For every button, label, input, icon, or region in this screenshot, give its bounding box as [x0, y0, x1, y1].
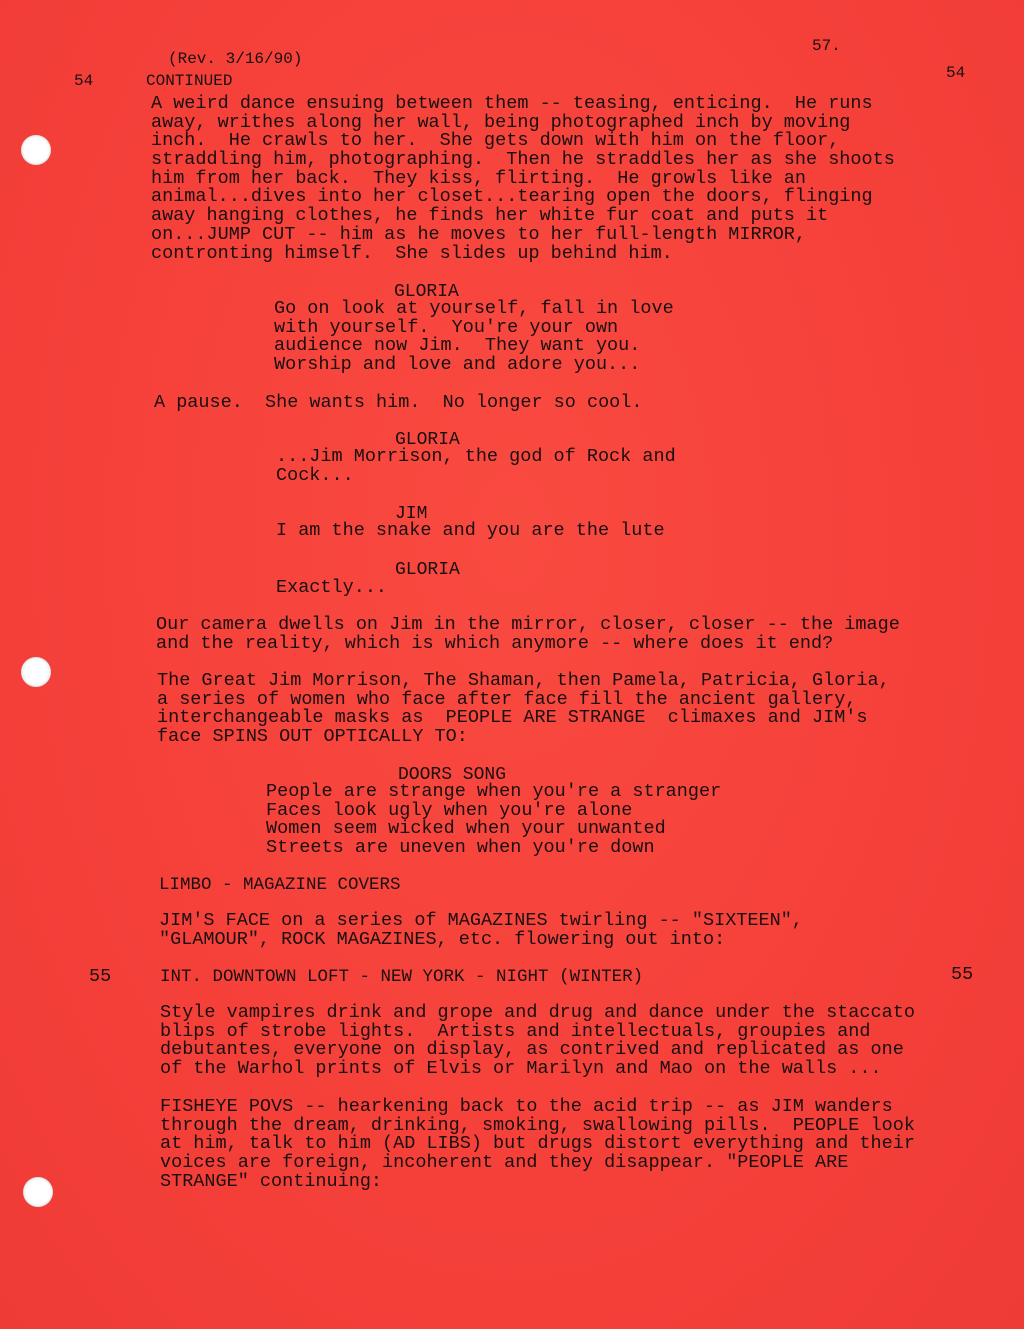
action-paragraph-3 — [156, 616, 900, 653]
scene-number-left: 54 — [74, 72, 94, 90]
dialogue-line: Cock... — [276, 464, 354, 486]
text-line: debutantes, everyone on display, as contrived and replicated as one — [160, 1039, 904, 1061]
lyric-line: People are strange when you're a stranger — [266, 781, 722, 802]
text-line: and the reality, which is which anymore -- where does it end? — [156, 632, 834, 654]
character-name: GLORIA — [394, 282, 459, 302]
scene-number-right-55: 55 — [951, 964, 974, 985]
text-line: of the Warhol prints of Elvis or Marilyn and Mao on the walls ... — [160, 1058, 882, 1080]
character-name: JIM — [395, 504, 428, 524]
text-line: "GLAMOUR", ROCK MAGAZINES, etc. flowering out into: — [159, 928, 726, 950]
text-line: blips of strobe lights. Artists and intellectuals, groupies and — [160, 1020, 871, 1042]
text-line: FISHEYE POVS -- hearkening back to the acid trip -- as JIM wanders — [160, 1096, 893, 1117]
action-paragraph-5 — [159, 912, 803, 949]
text-line: face SPINS OUT OPTICALLY TO: — [157, 726, 468, 748]
dialogue-line: Exactly... — [276, 577, 388, 598]
text-line: STRANGE" continuing: — [160, 1170, 383, 1192]
dialogue-line: with yourself. You're your own — [274, 316, 619, 338]
action-paragraph-6 — [160, 1004, 915, 1079]
action-paragraph-2: A pause. She wants him. No longer so cool. — [154, 392, 643, 413]
scene-number-left-55: 55 — [89, 966, 112, 987]
character-name: GLORIA — [395, 560, 460, 580]
text-line: animal...dives into her closet...tearing open the doors, flinging — [151, 186, 873, 208]
lyric-line: Women seem wicked when your unwanted — [266, 818, 666, 840]
binder-hole-middle — [21, 657, 51, 687]
binder-hole-top — [21, 135, 51, 165]
dialogue-line: Go on look at yourself, fall in love — [274, 298, 674, 319]
text-line: Style vampires drink and grope and drug and dance under the staccato — [160, 1002, 915, 1023]
song-title: DOORS SONG — [398, 765, 507, 785]
text-line: inch. He crawls to her. She gets down with him on the floor, — [151, 130, 840, 152]
text-line: contronting himself. She slides up behind him. — [151, 242, 673, 264]
song-lyrics — [266, 783, 721, 858]
dialogue-block-4 — [276, 579, 387, 598]
action-paragraph-7 — [160, 1098, 915, 1191]
page-number: 57. — [812, 37, 841, 55]
text-line: Our camera dwells on Jim in the mirror, closer, closer -- the image — [156, 614, 900, 635]
text-line: interchangeable masks as PEOPLE ARE STRANGE climaxes and JIM's — [157, 707, 868, 729]
text-line: straddling him, photographing. Then he straddles her as she shoots — [151, 149, 895, 171]
dialogue-block-2 — [276, 448, 676, 485]
dialogue-line: I am the snake and you are the lute — [276, 520, 665, 541]
revision-date: (Rev. 3/16/90) — [168, 50, 303, 68]
dialogue-line: ...Jim Morrison, the god of Rock and — [276, 446, 676, 467]
dialogue-block-1 — [274, 300, 674, 375]
scene-heading: INT. DOWNTOWN LOFT - NEW YORK - NIGHT (WINTER) — [160, 967, 644, 987]
text-line: voices are foreign, incoherent and they disappear. "PEOPLE ARE — [160, 1152, 849, 1174]
lyric-line: Streets are uneven when you're down — [266, 837, 655, 859]
character-name: GLORIA — [395, 430, 460, 450]
continued-label: CONTINUED — [146, 72, 233, 90]
text-line: away, writhes along her wall, being photographed inch by moving — [151, 111, 851, 133]
action-paragraph-1 — [151, 95, 895, 263]
scene-number-right: 54 — [946, 64, 966, 82]
slugline-limbo: LIMBO - MAGAZINE COVERS — [159, 875, 401, 895]
text-line: A weird dance ensuing between them -- teasing, enticing. He runs — [151, 93, 873, 114]
text-line: on...JUMP CUT -- him as he moves to her full-length MIRROR, — [151, 223, 807, 245]
dialogue-line: Worship and love and adore you... — [274, 354, 641, 376]
text-line: through the dream, drinking, smoking, swallowing pills. PEOPLE look — [160, 1114, 915, 1136]
action-paragraph-4 — [157, 672, 890, 747]
text-line: at him, talk to him (AD LIBS) but drugs distort everything and their — [160, 1133, 915, 1155]
binder-hole-bottom — [23, 1177, 53, 1207]
text-line: The Great Jim Morrison, The Shaman, then Pamela, Patricia, Gloria, — [157, 670, 890, 691]
text-line: him from her back. They kiss, flirting. He growls like an — [151, 167, 807, 189]
text-line: a series of women who face after face fill the ancient gallery, — [157, 688, 857, 710]
lyric-line: Faces look ugly when you're alone — [266, 799, 633, 821]
dialogue-line: audience now Jim. They want you. — [274, 335, 641, 357]
dialogue-block-3 — [276, 522, 665, 541]
text-line: away hanging clothes, he finds her white fur coat and puts it — [151, 205, 829, 227]
text-line: JIM'S FACE on a series of MAGAZINES twirling -- "SIXTEEN", — [159, 910, 803, 931]
